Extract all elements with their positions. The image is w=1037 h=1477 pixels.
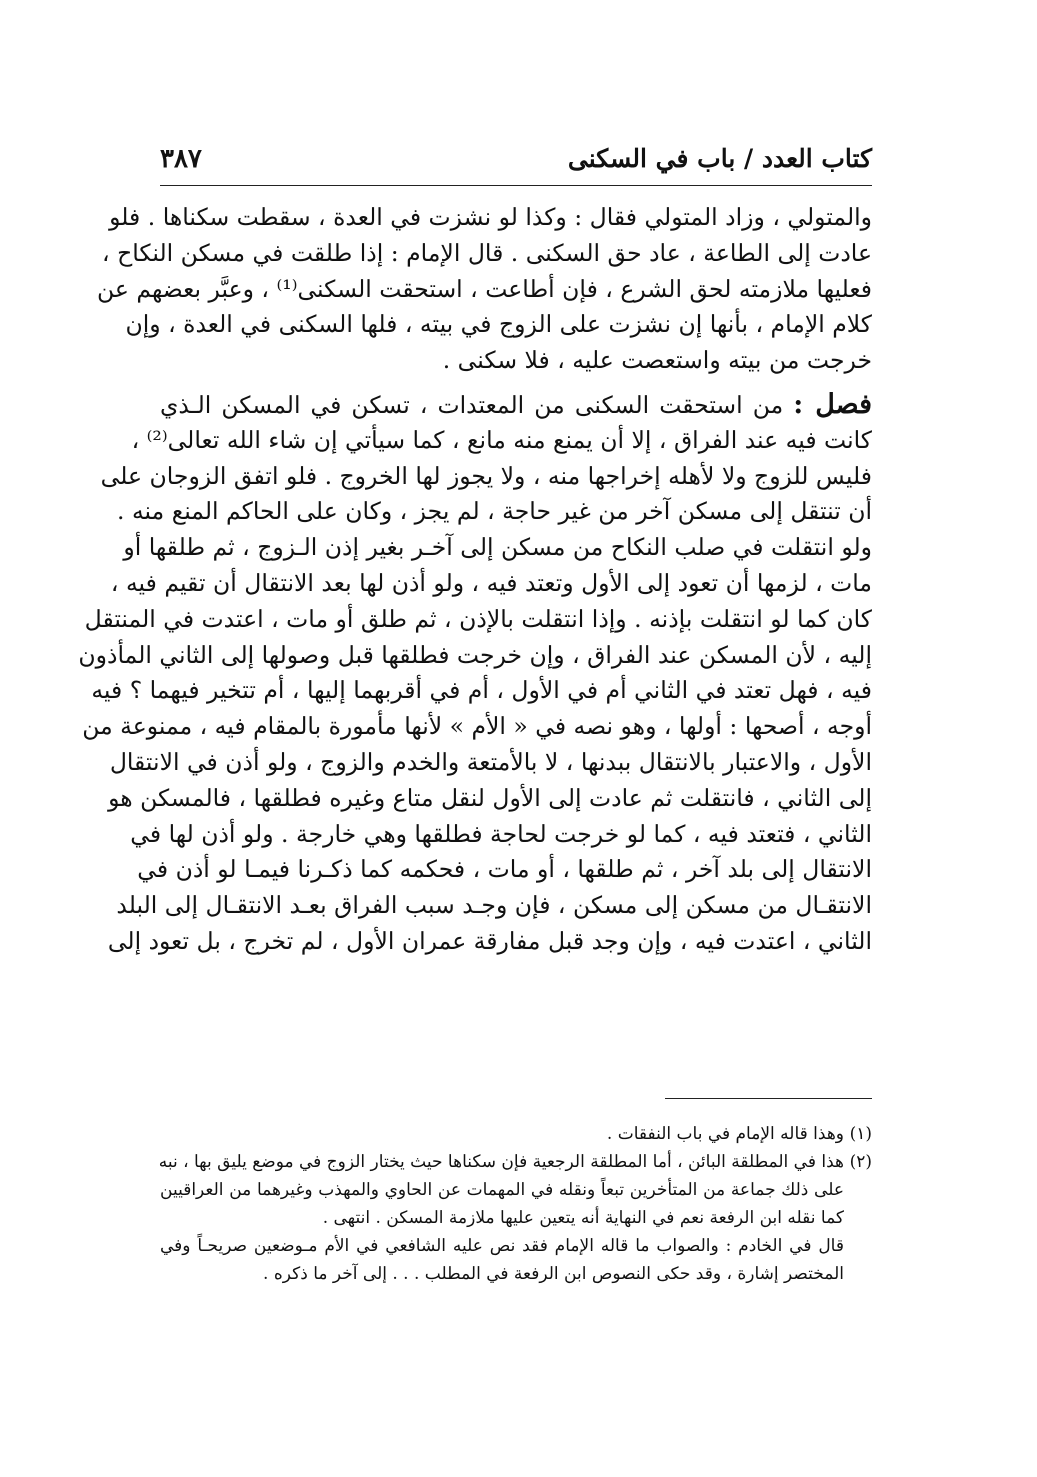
footnote-text: هذا في المطلقة البائن ، أما المطلقة الرجعية فإن سكناها حيث يختار الزوج في موضع يليق بها ، نبه xyxy=(158,1152,844,1172)
text-line: الأول ، والاعتبار بالانتقال ببدنها ، لا بالأمتعة والخدم والزوج ، ولو أذن في الانتقال xyxy=(109,747,872,776)
text-line: فعليها ملازمته لحق الشرع ، فإن أطاعت ، استحقت السكنى⁽¹⁾ ، وعبَّر بعضهم عن xyxy=(96,274,872,303)
fasl-heading-line xyxy=(160,387,872,423)
footnote-number: (١) xyxy=(849,1124,872,1144)
text-line: والمتولي ، وزاد المتولي فقال : وكذا لو نشزت في العدة ، سقطت سكناها . فلو xyxy=(109,203,872,231)
footnote-1 xyxy=(160,1120,872,1148)
main-text xyxy=(78,200,872,960)
footnote-line: قال في الخادم : والصواب ما قاله الإمام فقد نص عليه الشافعي في الأم مـوضعين صريحـاً وفي xyxy=(160,1236,844,1256)
footnote-line: كما نقله ابن الرفعة نعم في النهاية أنه يتعين عليها ملازمة المسكن . انتهى . xyxy=(322,1208,844,1228)
page-number: ٣٨٧ xyxy=(160,144,202,174)
text-line: فليس للزوج ولا لأهله إخراجها منه ، ولا يجوز لها الخروج . فلو اتفق الزوجان على xyxy=(100,461,872,490)
header-rule xyxy=(160,185,872,186)
text-line: فيه ، فهل تعتد في الثاني أم في الأول ، أم في أقربهما إليها ، أم تتخير فيهما ؟ فيه xyxy=(91,676,872,705)
text-line: الانتقـال من مسكن إلى مسكن ، فإن وجـد سبب الفراق بعـد الانتقـال إلى البلد xyxy=(116,891,872,920)
text-line: الثاني ، فتعتد فيه ، كما لو خرجت لحاجة فطلقها وهي خارجة . ولو أذن لها في xyxy=(130,819,872,848)
text-line: إلى الثاني ، فانتقلت ثم عادت إلى الأول لنقل متاع وغيره فطلقها ، فالمسكن هو xyxy=(108,783,872,812)
text-line: كانت فيه عند الفراق ، إلا أن يمنع منه مانع ، كما سيأتي إن شاء الله تعالى⁽²⁾ ، xyxy=(131,425,872,454)
page-header xyxy=(160,140,872,186)
text-line: عادت إلى الطاعة ، عاد حق السكنى . قال الإمام : إذا طلقت في مسكن النكاح ، xyxy=(102,238,872,267)
text-line: مات ، لزمها أن تعود إلى الأول وتعتد فيه ، ولو أذن لها بعد الانتقال أن تقيم فيه ، xyxy=(110,568,872,597)
text-line: إليه ، لأن المسكن عند الفراق ، وإن خرجت فطلقها قبل وصولها إلى الثاني المأذون xyxy=(78,640,872,669)
text-line: كان كما لو انتقلت بإذنه . وإذا انتقلت بالإذن ، ثم طلق أو مات ، اعتدت في المنتقل xyxy=(84,604,872,633)
text-line: أن تنتقل إلى مسكن آخر من غير حاجة ، لم يجز ، وكان على الحاكم المنع منه . xyxy=(117,497,872,526)
text-line: أوجه ، أصحها : أولها ، وهو نصه في « الأم » لأنها مأمورة بالمقام فيه ، ممنوعة من xyxy=(82,712,872,741)
text-line: الانتقال إلى بلد آخر ، ثم طلقها ، أو مات ، فحكمه كما ذكـرنا فيمـا لو أذن في xyxy=(137,855,872,884)
fasl-label: فصل : xyxy=(793,388,872,420)
text-line: الثاني ، اعتدت فيه ، وإن وجد قبل مفارقة عمران الأول ، لم تخرج ، بل تعود إلى xyxy=(107,926,872,955)
text-line: كلام الإمام ، بأنها إن نشزت على الزوج في بيته ، فلها السكنى في العدة ، وإن xyxy=(125,310,872,339)
footnote-separator xyxy=(665,1098,872,1099)
text-line: ولو انتقلت في صلب النكاح من مسكن إلى آخـر بغير إذن الـزوج ، ثم طلقها أو xyxy=(123,533,872,562)
running-title: كتاب العدد / باب في السكنى xyxy=(567,144,872,173)
footnotes xyxy=(160,1120,872,1288)
footnote-text: وهذا قاله الإمام في باب النفقات . xyxy=(606,1124,844,1144)
footnote-line: على ذلك جماعة من المتأخرين تبعاً ونقله في المهمات عن الحاوي والمهذب وغيرهما من العراقيين xyxy=(160,1180,844,1200)
footnote-line: المختصر إشارة ، وقد حكى النصوص ابن الرفعة في المطلب . . . إلى آخر ما ذكره . xyxy=(263,1264,844,1284)
footnote-number: (٢) xyxy=(849,1152,872,1172)
footnote-2 xyxy=(160,1148,872,1176)
text-line: خرجت من بيته واستعصت عليه ، فلا سكنى . xyxy=(442,346,872,375)
fasl-first-line-text: من استحقت السكنى من المعتدات ، تسكن في المسكن الـذي xyxy=(160,390,784,419)
